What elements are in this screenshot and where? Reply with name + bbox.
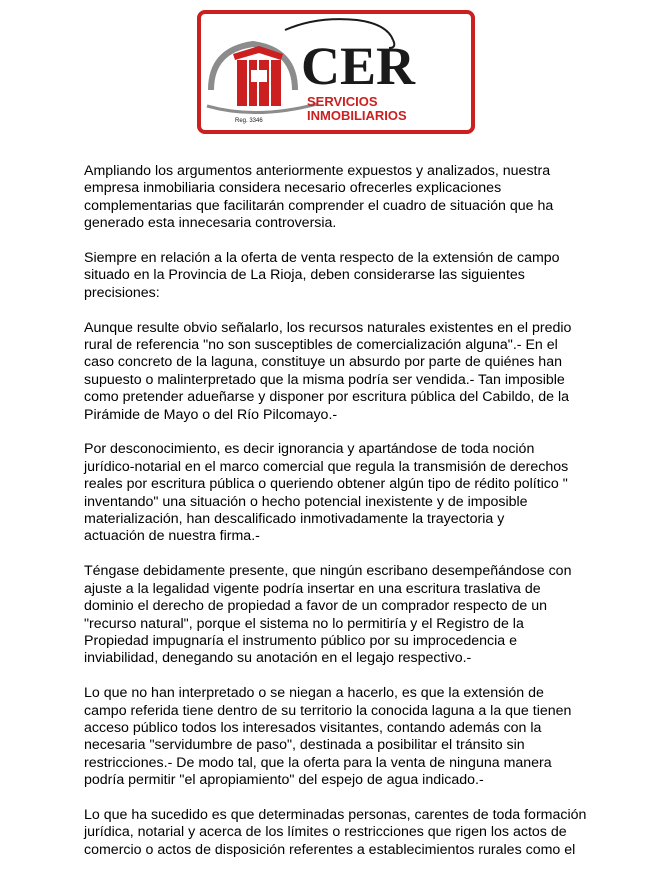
logo-registration: Reg. 3346	[235, 118, 263, 124]
logo-subtitle-1: SERVICIOS	[307, 94, 378, 109]
logo-brand: CER	[301, 36, 416, 96]
paragraph-5: Téngase debidamente presente, que ningún escribano desempeñándose con ajuste a la legalidad vigente podría insertar en una escritura traslativa de dominio el derecho de propiedad a favor de un comprador respecto de un "recurso natural", porque el sistema no lo permitiría y el Registro de la Propiedad impugnaría el instrumento público por su improcedencia e inviabilidad, denegando su anotación en el legajo respectivo.-	[84, 563, 572, 667]
paragraph-4: Por desconocimiento, es decir ignorancia y apartándose de toda noción jurídico-notarial en el marco comercial que regula la transmisión de derechos reales por escritura pública o queriendo obtener algún tipo de rédito político " inventando" una situación o hecho potencial inexistente y de imposible materialización, han descalificado inmotivadamente la trayectoria y actuación de nuestra firma.-	[84, 441, 569, 545]
paragraph-1: Ampliando los argumentos anteriormente expuestos y analizados, nuestra empresa inmobiliaria considera necesario ofrecerles explicaciones complementarias que facilitarán comprender el cuadro de situación que ha generado esta innecesaria controversia.	[84, 163, 554, 232]
company-logo	[197, 10, 475, 134]
paragraph-3: Aunque resulte obvio señalarlo, los recursos naturales existentes en el predio rural de referencia "no son susceptibles de comercialización alguna".- En el caso concreto de la laguna, constituye un absurdo por parte de quiénes han supuesto o malinterpretado que la misma podría ser vendida.- Tan imposible como pretender adueñarse y disponer por escritura pública del Cabildo, de la Pirámide de Mayo o del Río Pilcomayo.-	[84, 319, 572, 423]
paragraph-6: Lo que no han interpretado o se niegan a hacerlo, es que la extensión de campo referida tiene dentro de su territorio la conocida laguna a la que tienen acceso público todos los interesados visitantes, contando además con la necesaria "servidumbre de paso", destinada a posibilitar el tránsito sin restricciones.- De modo tal, que la oferta para la venta de ninguna manera podría permitir "el apropiamiento" del espejo de agua indicado.-	[84, 685, 572, 789]
paragraph-7: Lo que ha sucedido es que determinadas personas, carentes de toda formación jurídica, notarial y acerca de los límites o restricciones que rigen los actos de comercio o actos de disposición referentes a establecimientos rurales como el	[84, 806, 587, 858]
logo-subtitle-2: INMOBILIARIOS	[307, 108, 407, 123]
document-body	[84, 163, 604, 877]
paragraph-2: Siempre en relación a la oferta de venta respecto de la extensión de campo situado en la Provincia de La Rioja, deben considerarse las siguientes precisiones:	[84, 250, 560, 301]
